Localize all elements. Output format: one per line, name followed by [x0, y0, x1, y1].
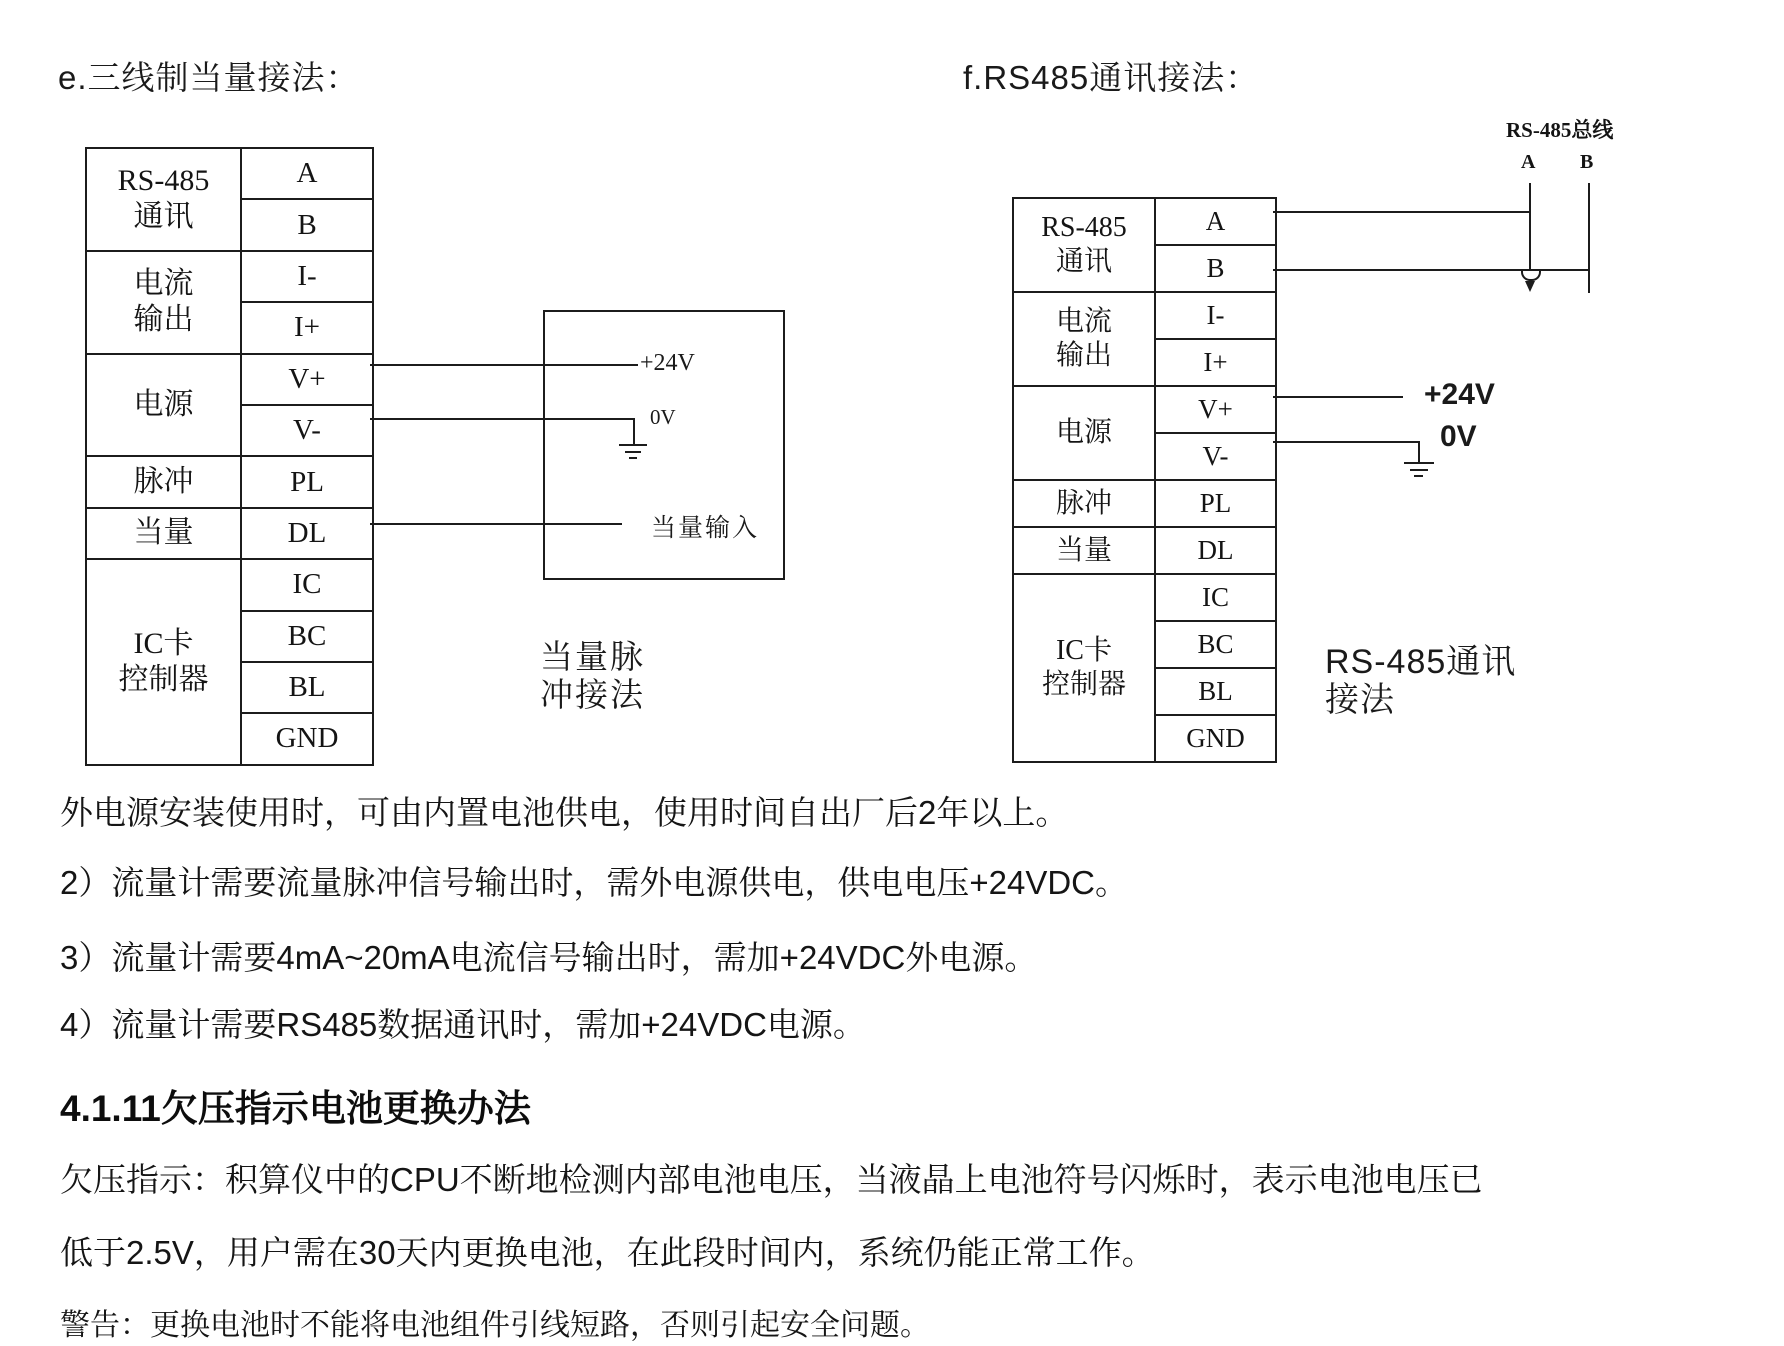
table-row: [86, 148, 373, 199]
ground-icon: [619, 444, 647, 446]
pin-cell: A: [1155, 198, 1276, 245]
group-label: 输出: [133, 303, 194, 337]
table-row: [86, 559, 373, 610]
group-cell-rs485: [86, 148, 241, 251]
group-label: 通讯: [1055, 246, 1112, 277]
pin-cell: V+: [241, 354, 373, 405]
pin-cell: I-: [241, 251, 373, 302]
pin-cell: IC: [241, 559, 373, 610]
group-cell-ic-card: [1013, 574, 1155, 762]
group-label: 控制器: [118, 662, 209, 696]
bus-a-label: A: [1521, 151, 1536, 173]
pin-cell: B: [241, 199, 373, 250]
wire-a: [1273, 211, 1531, 213]
pin-cell: GND: [1155, 715, 1276, 762]
group-label: IC卡: [133, 626, 194, 660]
group-label: 脉冲: [1055, 487, 1112, 519]
pin-cell: B: [1155, 245, 1276, 292]
pin-cell: PL: [241, 456, 373, 507]
group-label: 控制器: [1041, 669, 1126, 700]
table-row: [1013, 527, 1276, 574]
diagram-f-caption: [1325, 643, 1516, 719]
paragraph-undervoltage-line2: 低于2.5V，用户需在30天内更换电池，在此段时间内，系统仍能正常工作。: [60, 1234, 1155, 1271]
label-0v: 0V: [1440, 420, 1477, 453]
pin-cell: BC: [241, 611, 373, 662]
group-label: 电源: [1055, 417, 1112, 448]
pin-cell: I+: [1155, 339, 1276, 386]
group-cell-power: [1013, 386, 1155, 480]
table-row: [1013, 386, 1276, 433]
paragraph-item-2: 2）流量计需要流量脉冲信号输出时，需外电源供电，供电电压+24VDC。: [60, 864, 1129, 901]
ground-icon: [625, 451, 641, 453]
pin-cell: IC: [1155, 574, 1276, 621]
table-row: [1013, 292, 1276, 339]
caption-line: 冲接法: [540, 676, 645, 713]
wire-v-minus: [1273, 441, 1420, 443]
diagram-f-title: f.RS485通讯接法：: [963, 59, 1260, 96]
wire-v-minus: [370, 418, 635, 420]
bus-a-arrow-icon: [1525, 281, 1535, 292]
pin-cell: BL: [241, 662, 373, 713]
group-cell-equivalent: [86, 508, 241, 559]
label-pulse-input: 当量输入: [651, 515, 760, 542]
pin-cell: BC: [1155, 621, 1276, 668]
pin-cell: I+: [241, 302, 373, 353]
pin-cell: DL: [1155, 527, 1276, 574]
wire-dl: [370, 523, 622, 525]
pin-cell: BL: [1155, 668, 1276, 715]
terminal-table-e: [85, 147, 374, 766]
group-label: 当量: [1055, 534, 1112, 566]
group-cell-current-output: [1013, 292, 1155, 386]
wire-v-minus-drop: [1418, 441, 1420, 462]
terminal-table-f: [1012, 197, 1277, 763]
group-label: 输出: [1055, 340, 1112, 371]
paragraph-undervoltage-line1: 欠压指示：积算仪中的CPU不断地检测内部电池电压，当液晶上电池符号闪烁时，表示电池电压已: [60, 1161, 1483, 1198]
pin-cell: PL: [1155, 480, 1276, 527]
group-label: 电流: [133, 267, 194, 301]
pin-cell: V-: [241, 405, 373, 456]
bus-b-label: B: [1580, 151, 1594, 173]
group-cell-equivalent: [1013, 527, 1155, 574]
diagram-e-title: e.三线制当量接法：: [58, 59, 360, 96]
wire-v-minus-drop: [633, 418, 635, 444]
group-cell-rs485: [1013, 198, 1155, 292]
label-0v: 0V: [650, 405, 676, 429]
group-cell-ic-card: [86, 559, 241, 765]
group-label: RS-485: [1041, 212, 1127, 243]
rs485-bus-label: RS-485总线: [1506, 118, 1614, 142]
group-label: 当量: [133, 516, 194, 550]
group-cell-current-output: [86, 251, 241, 354]
wire-b: [1273, 269, 1590, 271]
group-label: 脉冲: [133, 465, 194, 499]
group-label: 通讯: [133, 200, 194, 234]
wire-v-plus: [1273, 396, 1403, 398]
group-cell-power: [86, 354, 241, 457]
caption-line: 接法: [1325, 681, 1395, 719]
ground-icon: [1410, 469, 1428, 471]
table-row: [1013, 574, 1276, 621]
paragraph-external-power: 外电源安装使用时，可由内置电池供电，使用时间自出厂后2年以上。: [60, 794, 1069, 831]
warning-text: 警告：更换电池时不能将电池组件引线短路，否则引起安全问题。: [60, 1309, 930, 1342]
wire-crossing-hop: [1521, 271, 1541, 281]
bus-b-line: [1588, 183, 1590, 293]
bus-a-line: [1529, 183, 1531, 283]
group-cell-pulse: [86, 456, 241, 507]
pin-cell: A: [241, 148, 373, 199]
group-label: RS-485: [117, 164, 210, 198]
diagram-e-caption: [540, 638, 645, 714]
paragraph-item-4: 4）流量计需要RS485数据通讯时，需加+24VDC电源。: [60, 1006, 866, 1043]
group-cell-pulse: [1013, 480, 1155, 527]
caption-line: 当量脉: [540, 638, 645, 675]
table-row: [1013, 480, 1276, 527]
pin-cell: I-: [1155, 292, 1276, 339]
group-label: 电流: [1055, 306, 1112, 337]
wire-v-plus: [370, 364, 638, 366]
pin-cell: DL: [241, 508, 373, 559]
ground-icon: [1404, 462, 1434, 464]
label-plus24v: +24V: [640, 350, 695, 376]
section-heading: 4.1.11欠压指示电池更换办法: [60, 1088, 531, 1129]
group-label: 电源: [133, 387, 194, 421]
ground-icon: [629, 457, 637, 459]
pin-cell: V+: [1155, 386, 1276, 433]
pin-cell: V-: [1155, 433, 1276, 480]
table-row: [86, 456, 373, 507]
paragraph-item-3: 3）流量计需要4mA~20mA电流信号输出时，需加+24VDC外电源。: [60, 939, 1038, 976]
pin-cell: GND: [241, 713, 373, 764]
label-plus24v: +24V: [1424, 378, 1495, 411]
group-label: IC卡: [1055, 635, 1112, 666]
table-row: [1013, 198, 1276, 245]
caption-line: RS-485通讯: [1325, 643, 1517, 681]
table-row: [86, 251, 373, 302]
table-row: [86, 508, 373, 559]
ground-icon: [1414, 475, 1423, 477]
table-row: [86, 354, 373, 405]
